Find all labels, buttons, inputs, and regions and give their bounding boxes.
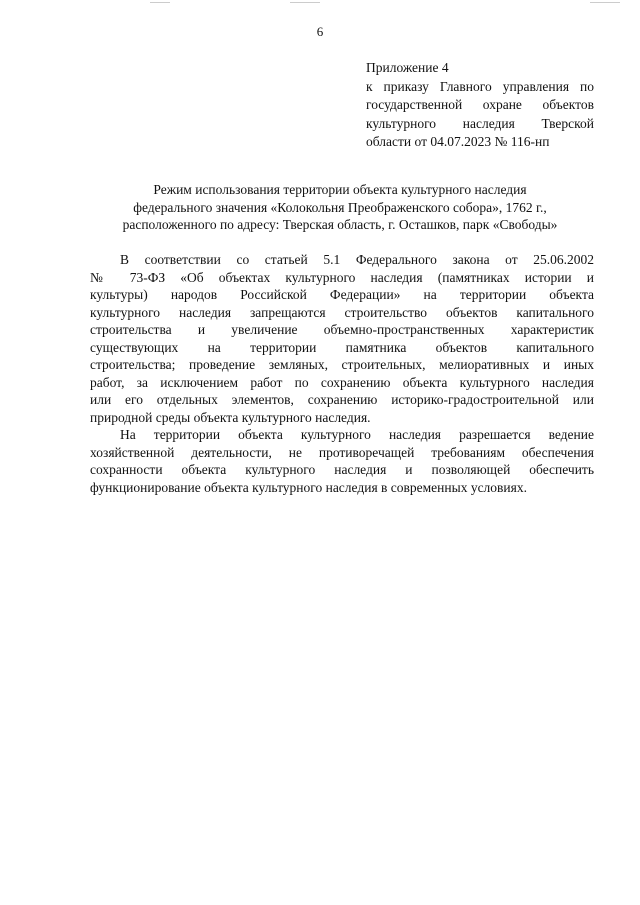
body-line: работ, за исключением работ по сохранению объекта культурного наследия xyxy=(90,374,594,390)
body-line: № 73-ФЗ «Об объектах культурного наследия (памятниках истории и xyxy=(90,269,594,285)
scan-artifact xyxy=(290,2,320,3)
body-line: На территории объекта культурного наследия разрешается ведение xyxy=(120,427,594,442)
body-line: строительства; проведение земляных, строительных, мелиоративных и иных xyxy=(90,357,594,372)
scan-artifact xyxy=(590,2,620,3)
appendix-line: области от 04.07.2023 № 116-нп xyxy=(366,134,550,150)
body-line: строительства и увеличение объемно-пространственных характеристик xyxy=(90,322,594,337)
scan-artifact xyxy=(150,2,170,3)
body-line: природной среды объекта культурного наследия. xyxy=(90,409,371,425)
document-body xyxy=(90,251,594,496)
appendix-line: культурного наследия Тверской xyxy=(366,115,594,131)
body-line: хозяйственной деятельности, не противоречащей требованиям обеспечения xyxy=(90,444,594,460)
body-line: культуры) народов Российской Федерации» на территории объекта xyxy=(90,287,594,302)
body-line: существующих на территории памятника объектов капитального xyxy=(90,339,594,355)
body-line: сохранности объекта культурного наследия и позволяющей обеспечить xyxy=(90,462,594,477)
paragraph-permissions xyxy=(90,426,594,496)
document-title xyxy=(80,181,600,234)
appendix-line: к приказу Главного управления по xyxy=(366,78,594,94)
paragraph-restrictions xyxy=(90,251,594,426)
title-line: федерального значения «Колокольня Преображенского собора», 1762 г., xyxy=(133,199,547,215)
body-line: или его отдельных элементов, сохранению историко-градостроительной или xyxy=(90,392,594,407)
body-line: функционирование объекта культурного наследия в современных условиях. xyxy=(90,479,527,495)
title-line: Режим использования территории объекта культурного наследия xyxy=(153,182,527,197)
appendix-line: государственной охране объектов xyxy=(366,97,594,113)
appendix-line: Приложение 4 xyxy=(366,60,449,75)
page-number: 6 xyxy=(316,24,324,39)
title-line: расположенного по адресу: Тверская область, г. Осташков, парк «Свободы» xyxy=(122,217,558,233)
body-line: В соответствии со статьей 5.1 Федерального закона от 25.06.2002 xyxy=(120,252,594,267)
body-line: культурного наследия запрещаются строительство объектов капитального xyxy=(90,304,594,320)
appendix-header xyxy=(366,59,594,152)
